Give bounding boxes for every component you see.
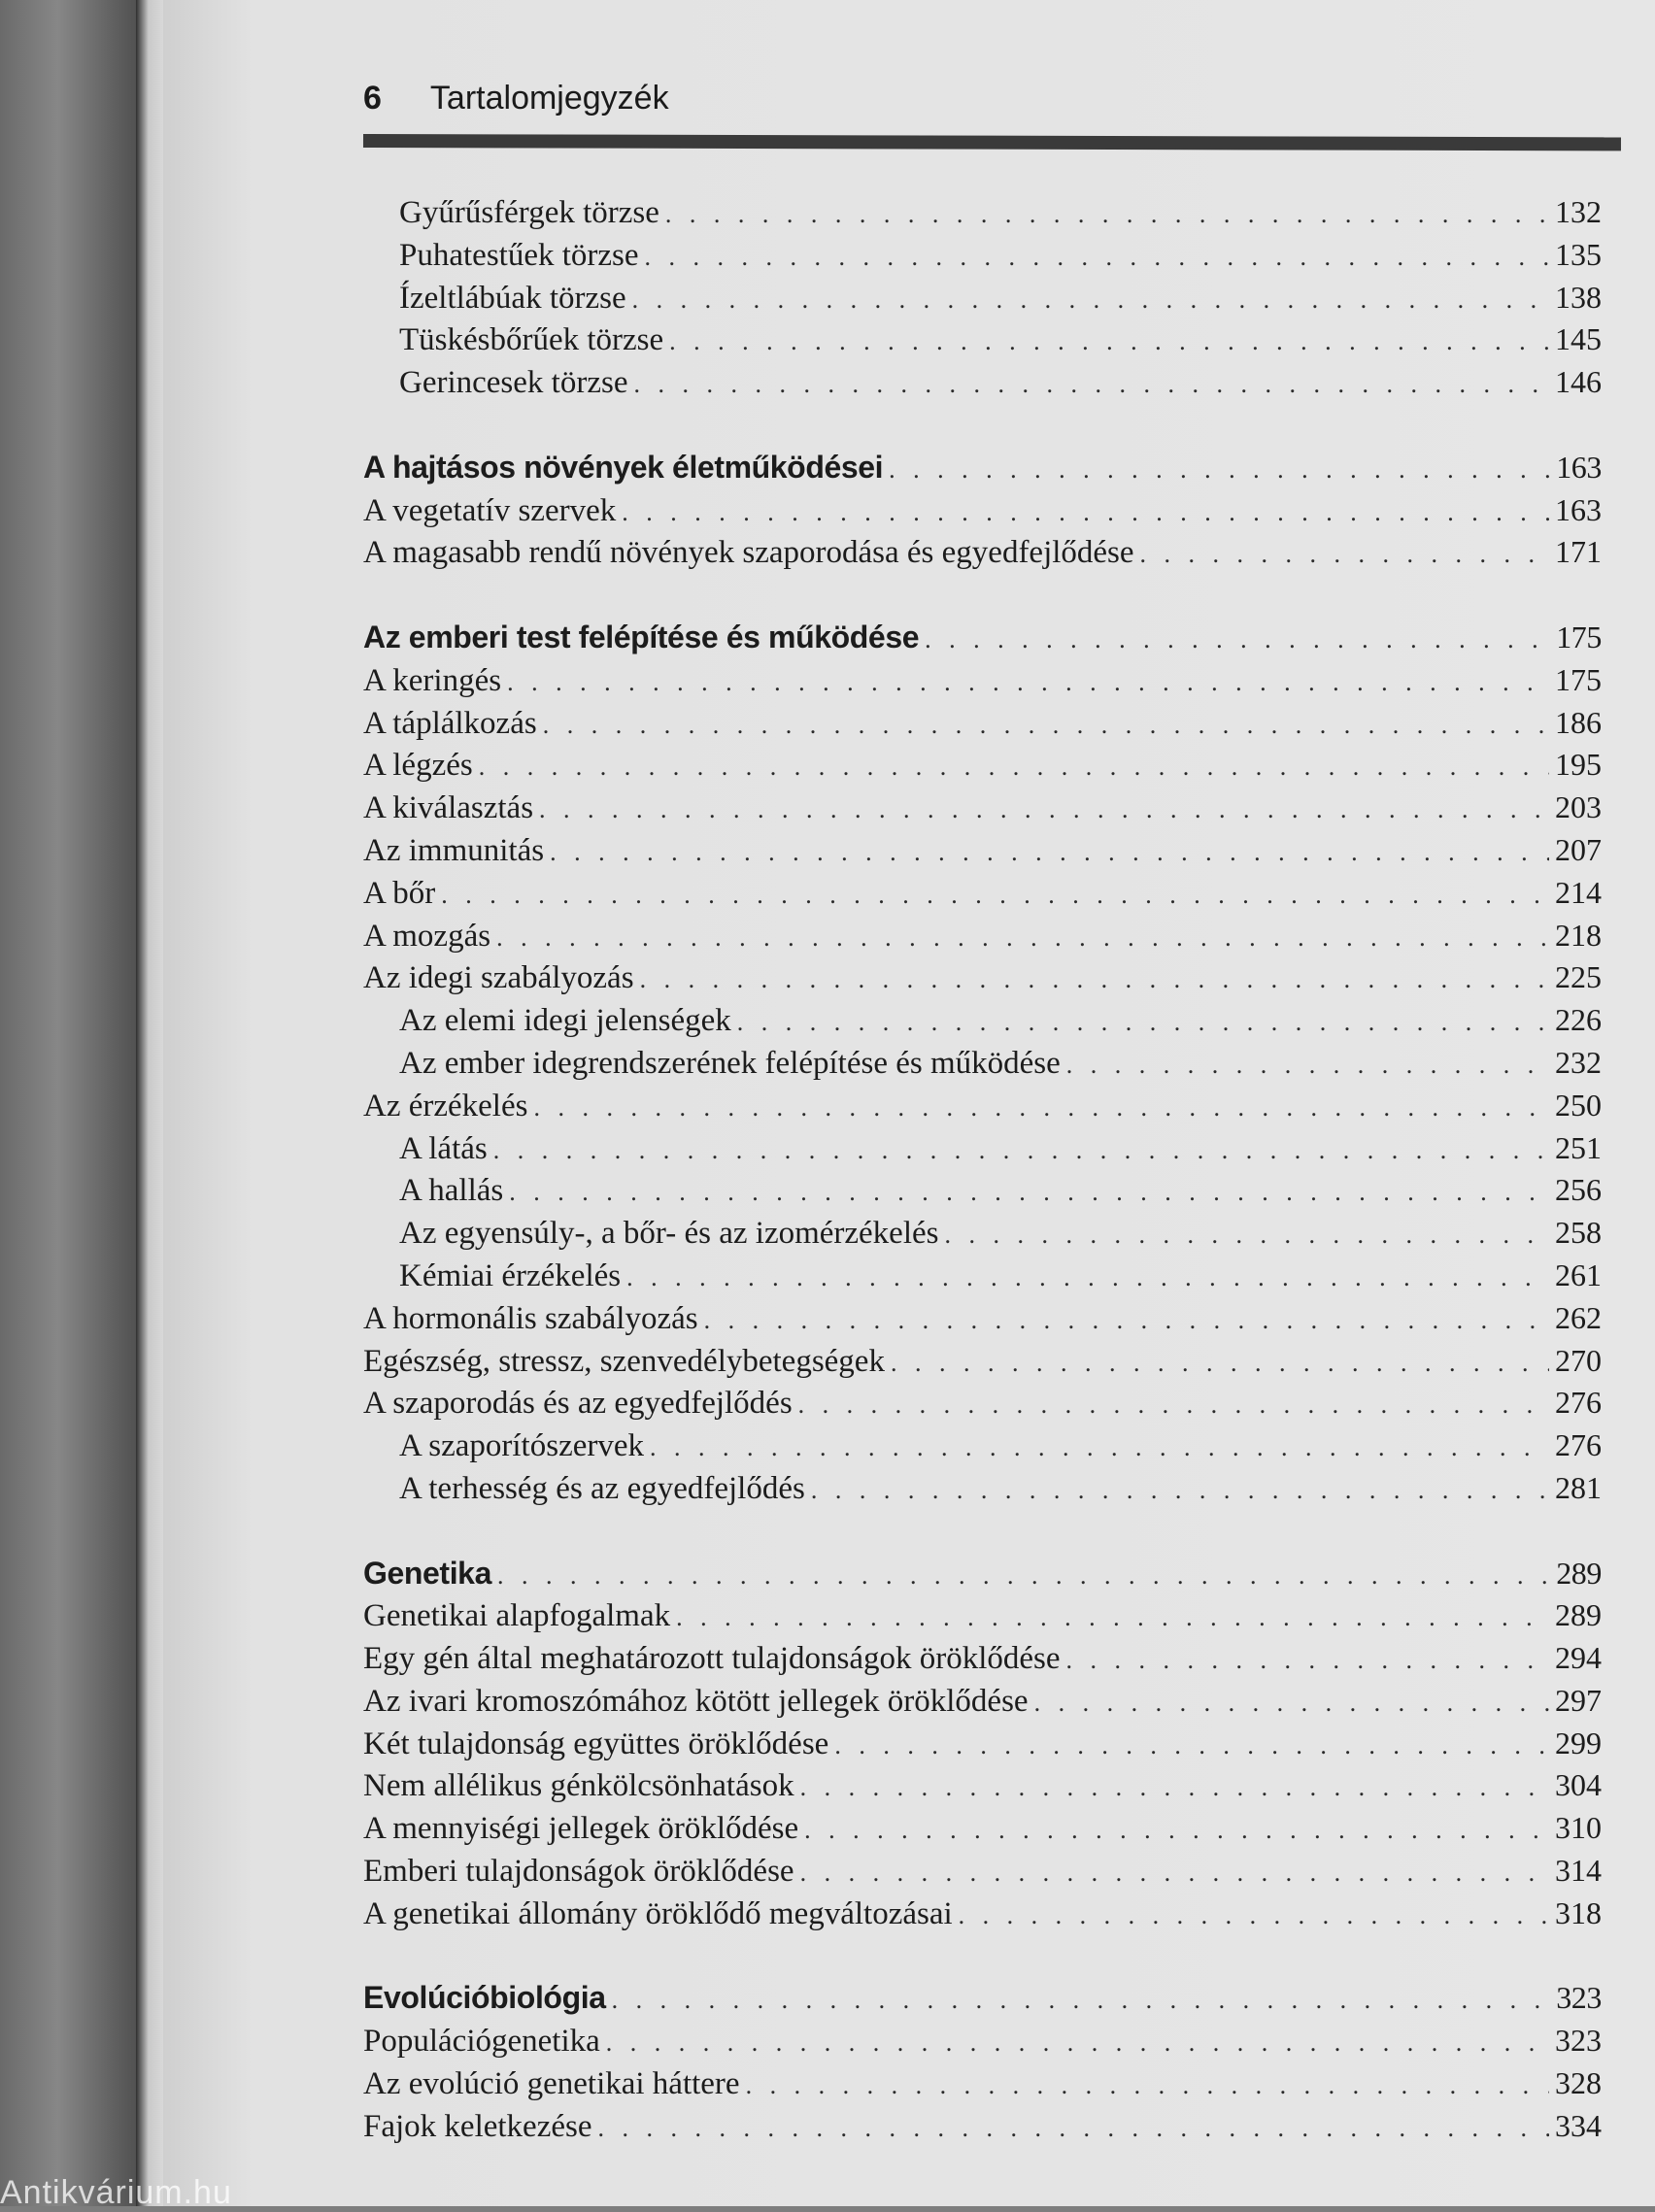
running-title: Tartalomjegyzék bbox=[429, 80, 669, 117]
dot-leader bbox=[493, 1136, 1549, 1165]
toc-entry-title: A magasabb rendű növények szaporodása és egyedfejlődése bbox=[363, 535, 1134, 571]
toc-entry bbox=[363, 321, 1602, 364]
toc-entry-page-number: 323 bbox=[1555, 2023, 1602, 2059]
toc-entry-title: A légzés bbox=[363, 748, 473, 784]
toc-entry-page-number: 146 bbox=[1555, 364, 1602, 400]
toc-entry-page-number: 289 bbox=[1556, 1555, 1602, 1591]
toc-entry-page-number: 323 bbox=[1556, 1980, 1602, 2016]
dot-leader bbox=[496, 923, 1549, 953]
toc-entry-title: A vegetatív szervek bbox=[363, 492, 617, 528]
header-rule bbox=[363, 134, 1621, 151]
toc-entry-title: A hajtásos növények életműködései bbox=[363, 449, 884, 485]
toc-entry-page-number: 163 bbox=[1556, 449, 1602, 485]
toc-entry-title: Fajok keletkezése bbox=[363, 2108, 592, 2144]
toc-entry-page-number: 175 bbox=[1555, 661, 1602, 697]
toc-entry-page-number: 214 bbox=[1555, 874, 1602, 910]
toc-entry-title: A szaporítószervek bbox=[399, 1428, 644, 1464]
toc-entry-page-number: 256 bbox=[1555, 1172, 1602, 1208]
section-gap bbox=[363, 1513, 1602, 1556]
toc-entry-page-number: 250 bbox=[1555, 1087, 1602, 1123]
dot-leader bbox=[626, 1263, 1549, 1292]
toc-entry-title: A genetikai állomány öröklődő megváltozásai bbox=[363, 1895, 953, 1931]
toc-entry-page-number: 225 bbox=[1555, 959, 1602, 995]
toc-entry-title: Nem allélikus génkölcsönhatások bbox=[363, 1768, 794, 1804]
toc-entry-page-number: 171 bbox=[1555, 534, 1602, 570]
toc-entry-page-number: 299 bbox=[1555, 1725, 1602, 1760]
toc-entry-page-number: 297 bbox=[1555, 1682, 1602, 1718]
toc-entry-title: A látás bbox=[399, 1130, 488, 1166]
toc-entry-page-number: 226 bbox=[1555, 1002, 1602, 1038]
toc-section-heading bbox=[363, 450, 1602, 492]
toc-entry-title: Gerincesek törzse bbox=[399, 365, 628, 401]
dot-leader bbox=[1066, 1051, 1549, 1080]
toc-entry-page-number: 276 bbox=[1555, 1427, 1602, 1463]
toc-entry-title: A bőr bbox=[363, 875, 436, 911]
section-gap bbox=[363, 1938, 1602, 1981]
dot-leader bbox=[800, 1773, 1549, 1802]
toc-entry-title: Az evolúció genetikai háttere bbox=[363, 2066, 740, 2102]
toc-entry bbox=[363, 364, 1602, 407]
toc-section-heading bbox=[363, 620, 1602, 662]
toc-entry bbox=[363, 1427, 1602, 1470]
toc-entry bbox=[363, 1640, 1602, 1683]
toc-entry-title: A táplálkozás bbox=[363, 705, 537, 741]
toc-entry bbox=[363, 747, 1602, 789]
dot-leader bbox=[746, 2071, 1549, 2100]
toc-entry-page-number: 175 bbox=[1556, 619, 1602, 654]
dot-leader bbox=[804, 1816, 1549, 1845]
table-of-contents bbox=[363, 194, 1602, 2151]
section-gap bbox=[363, 577, 1602, 620]
toc-entry bbox=[363, 1088, 1602, 1130]
dot-leader bbox=[834, 1731, 1549, 1760]
toc-entry-page-number: 262 bbox=[1555, 1299, 1602, 1335]
toc-entry bbox=[363, 492, 1602, 535]
dot-leader bbox=[543, 711, 1549, 740]
toc-entry-title: Evolúcióbiológia bbox=[363, 1980, 606, 2016]
toc-entry-page-number: 218 bbox=[1555, 917, 1602, 953]
toc-entry-page-number: 318 bbox=[1555, 1894, 1602, 1930]
toc-entry-title: Az ember idegrendszerének felépítése és működése bbox=[399, 1045, 1061, 1081]
toc-entry bbox=[363, 1683, 1602, 1726]
dot-leader bbox=[550, 838, 1549, 867]
toc-entry-title: Puhatestűek törzse bbox=[399, 237, 639, 273]
toc-entry-title: A kiválasztás bbox=[363, 790, 534, 826]
toc-entry-page-number: 132 bbox=[1555, 194, 1602, 229]
toc-entry-page-number: 304 bbox=[1555, 1767, 1602, 1803]
toc-entry-page-number: 145 bbox=[1555, 321, 1602, 357]
dot-leader bbox=[891, 1349, 1549, 1378]
page-number: 6 bbox=[363, 80, 382, 117]
toc-entry-title: Az ivari kromoszómához kötött jellegek öröklődése bbox=[363, 1683, 1029, 1719]
dot-leader bbox=[633, 370, 1549, 399]
dot-leader bbox=[650, 1433, 1549, 1462]
toc-entry-page-number: 261 bbox=[1555, 1257, 1602, 1292]
dot-leader bbox=[539, 795, 1549, 824]
toc-entry-title: Egészség, stressz, szenvedélybetegségek bbox=[363, 1343, 885, 1379]
toc-entry bbox=[363, 959, 1602, 1002]
toc-entry-title: Az egyensúly-, a bőr- és az izomérzékelés bbox=[399, 1216, 939, 1252]
toc-entry bbox=[363, 2023, 1602, 2065]
toc-entry bbox=[363, 1130, 1602, 1173]
toc-entry bbox=[363, 1726, 1602, 1768]
toc-entry-page-number: 186 bbox=[1555, 704, 1602, 740]
toc-entry bbox=[363, 1215, 1602, 1257]
toc-entry bbox=[363, 789, 1602, 832]
toc-entry bbox=[363, 832, 1602, 875]
toc-entry-page-number: 314 bbox=[1555, 1853, 1602, 1889]
toc-entry-page-number: 328 bbox=[1555, 2065, 1602, 2101]
toc-entry-title: Kémiai érzékelés bbox=[399, 1257, 622, 1293]
toc-entry-page-number: 195 bbox=[1555, 747, 1602, 783]
dot-leader bbox=[704, 1306, 1549, 1335]
toc-entry-title: Emberi tulajdonságok öröklődése bbox=[363, 1854, 794, 1890]
toc-entry bbox=[363, 1597, 1602, 1640]
dot-leader bbox=[1066, 1646, 1549, 1675]
toc-entry-title: Genetika bbox=[363, 1555, 491, 1591]
toc-entry-title: A mennyiségi jellegek öröklődése bbox=[363, 1811, 799, 1847]
toc-entry bbox=[363, 1300, 1602, 1343]
dot-leader bbox=[533, 1093, 1549, 1123]
toc-entry-title: Az elemi idegi jelenségek bbox=[399, 1003, 731, 1039]
toc-entry bbox=[363, 2065, 1602, 2108]
toc-entry-title: Az immunitás bbox=[363, 832, 545, 868]
dot-leader bbox=[737, 1008, 1549, 1037]
toc-entry-page-number: 138 bbox=[1555, 279, 1602, 315]
toc-entry-title: Az emberi test felépítése és működése bbox=[363, 619, 920, 654]
toc-section-heading bbox=[363, 1556, 1602, 1598]
dot-leader bbox=[612, 1986, 1551, 2015]
toc-entry bbox=[363, 237, 1602, 280]
toc-entry bbox=[363, 1895, 1602, 1938]
toc-entry bbox=[363, 2108, 1602, 2151]
dot-leader bbox=[645, 243, 1549, 272]
dot-leader bbox=[1140, 540, 1549, 569]
toc-entry-title: Egy gén által meghatározott tulajdonságok öröklődése bbox=[363, 1641, 1061, 1677]
dot-leader bbox=[632, 285, 1549, 315]
dot-leader bbox=[665, 200, 1549, 229]
toc-entry bbox=[363, 194, 1602, 237]
toc-entry-title: A hormonális szabályozás bbox=[363, 1300, 698, 1336]
dot-leader bbox=[497, 1561, 1550, 1591]
toc-entry-title: Genetikai alapfogalmak bbox=[363, 1598, 671, 1634]
page-header bbox=[363, 80, 669, 117]
dot-leader bbox=[798, 1391, 1549, 1420]
toc-entry bbox=[363, 280, 1602, 322]
toc-entry bbox=[363, 1385, 1602, 1427]
dot-leader bbox=[1034, 1689, 1549, 1718]
toc-entry bbox=[363, 1002, 1602, 1045]
toc-entry-page-number: 203 bbox=[1555, 789, 1602, 825]
toc-entry-page-number: 294 bbox=[1555, 1640, 1602, 1676]
toc-entry-title: Az érzékelés bbox=[363, 1088, 528, 1123]
toc-entry-page-number: 310 bbox=[1555, 1810, 1602, 1846]
toc-entry bbox=[363, 1853, 1602, 1895]
toc-entry-title: A szaporodás és az egyedfejlődés bbox=[363, 1386, 793, 1422]
toc-entry-title: Az idegi szabályozás bbox=[363, 960, 634, 996]
toc-entry-page-number: 258 bbox=[1555, 1215, 1602, 1251]
toc-entry bbox=[363, 1257, 1602, 1300]
toc-entry bbox=[363, 705, 1602, 748]
dot-leader bbox=[606, 2028, 1549, 2058]
dot-leader bbox=[676, 1603, 1549, 1632]
toc-entry-title: A mozgás bbox=[363, 918, 491, 954]
toc-entry-title: Két tulajdonság együttes öröklődése bbox=[363, 1726, 829, 1761]
toc-entry-page-number: 270 bbox=[1555, 1342, 1602, 1378]
dot-leader bbox=[441, 881, 1549, 910]
toc-entry-title: A keringés bbox=[363, 662, 502, 698]
dot-leader bbox=[640, 965, 1549, 994]
toc-entry-page-number: 276 bbox=[1555, 1385, 1602, 1421]
toc-entry-title: A hallás bbox=[399, 1173, 504, 1209]
toc-entry bbox=[363, 1045, 1602, 1088]
toc-section-heading bbox=[363, 1980, 1602, 2023]
toc-entry bbox=[363, 662, 1602, 705]
toc-entry-page-number: 207 bbox=[1555, 831, 1602, 867]
book-page bbox=[163, 0, 1655, 2206]
toc-entry bbox=[363, 534, 1602, 577]
dot-leader bbox=[800, 1859, 1549, 1888]
dot-leader bbox=[925, 625, 1550, 654]
dot-leader bbox=[509, 1178, 1549, 1207]
toc-entry bbox=[363, 1470, 1602, 1513]
toc-entry-title: A terhesség és az egyedfejlődés bbox=[399, 1470, 805, 1506]
toc-entry-page-number: 281 bbox=[1555, 1469, 1602, 1505]
dot-leader bbox=[597, 2114, 1549, 2143]
dot-leader bbox=[622, 498, 1549, 527]
dot-leader bbox=[669, 327, 1549, 356]
dot-leader bbox=[959, 1901, 1549, 1930]
toc-entry-page-number: 251 bbox=[1555, 1129, 1602, 1165]
toc-entry-page-number: 334 bbox=[1555, 2107, 1602, 2143]
toc-entry-title: Populációgenetika bbox=[363, 2024, 600, 2060]
toc-entry-page-number: 163 bbox=[1555, 491, 1602, 527]
dot-leader bbox=[507, 668, 1549, 697]
toc-entry bbox=[363, 918, 1602, 960]
watermark: Antikvárium.hu bbox=[0, 2174, 232, 2211]
dot-leader bbox=[479, 753, 1549, 782]
toc-entry bbox=[363, 1172, 1602, 1215]
toc-entry-title: Gyűrűsférgek törzse bbox=[399, 195, 659, 230]
toc-entry-title: Ízeltlábúak törzse bbox=[399, 280, 626, 316]
toc-entry-page-number: 135 bbox=[1555, 236, 1602, 272]
toc-entry-page-number: 289 bbox=[1555, 1597, 1602, 1633]
toc-entry bbox=[363, 875, 1602, 918]
section-gap bbox=[363, 407, 1602, 450]
toc-entry bbox=[363, 1767, 1602, 1810]
toc-entry bbox=[363, 1810, 1602, 1853]
dot-leader bbox=[889, 455, 1550, 485]
dot-leader bbox=[811, 1476, 1549, 1505]
dot-leader bbox=[945, 1221, 1550, 1250]
toc-entry-title: Tüskésbőrűek törzse bbox=[399, 322, 664, 358]
toc-entry-page-number: 232 bbox=[1555, 1044, 1602, 1080]
toc-entry bbox=[363, 1343, 1602, 1386]
